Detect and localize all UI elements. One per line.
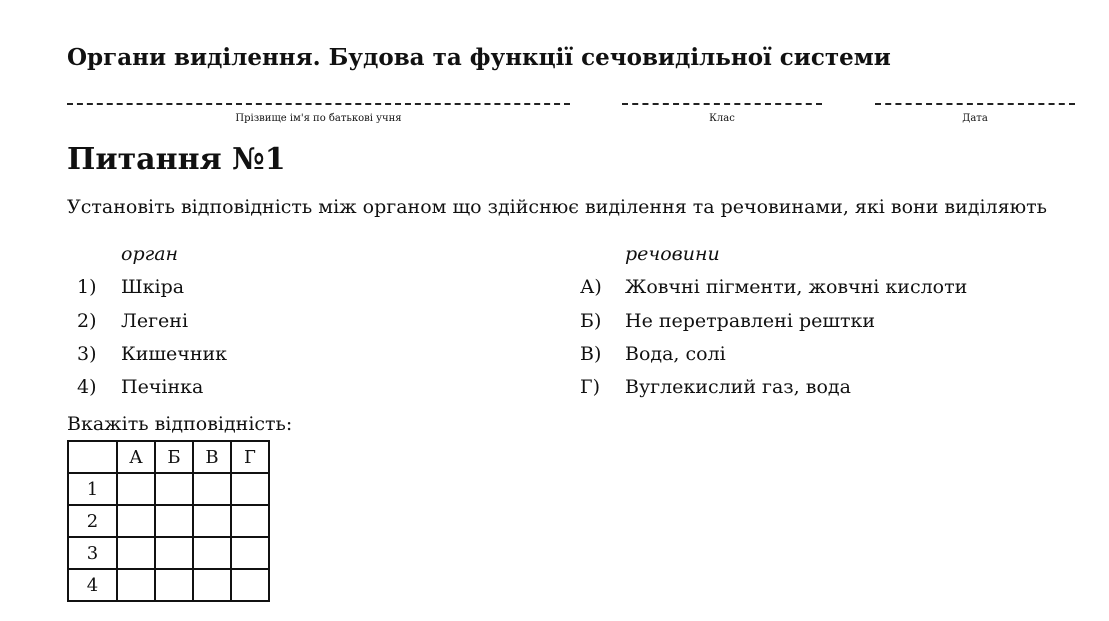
question-instruction: Установіть відповідність між органом що здійснює виділення та речовинами, які вони виділяють [67,196,1047,218]
question-label: Питання №1 [67,142,286,177]
answer-column-header: Б [155,441,193,473]
right-item-letter: Г) [580,376,600,398]
answer-column-header: Г [231,441,269,473]
answer-cell[interactable] [231,569,269,601]
answer-grid [67,440,270,602]
answer-column-header: А [117,441,155,473]
class-field[interactable] [622,103,822,105]
answer-cell[interactable] [231,473,269,505]
class-caption: Клас [709,113,735,124]
right-item-letter: В) [580,343,602,365]
right-column-header: речовини [625,243,720,265]
right-item-letter: Б) [580,310,602,332]
date-caption: Дата [962,113,988,124]
left-item-number: 3) [77,343,97,365]
answer-cell[interactable] [231,537,269,569]
student-name-caption: Прізвище ім'я по батькові учня [235,113,402,124]
right-item-letter: А) [580,276,602,298]
answer-header-row [68,441,269,473]
answer-row-header: 1 [68,473,117,505]
right-item-text: Вуглекислий газ, вода [625,376,851,398]
right-item-text: Вода, солі [625,343,726,365]
right-item-text: Жовчні пігменти, жовчні кислоти [625,276,968,298]
left-item-text: Кишечник [121,343,228,365]
left-column-header: орган [121,243,179,265]
answer-cell[interactable] [193,537,231,569]
left-item-text: Печінка [121,376,204,398]
answer-cell[interactable] [117,505,155,537]
answer-row [68,569,269,601]
student-name-field[interactable] [67,103,570,105]
left-item-text: Легені [121,310,189,332]
answer-corner-cell [68,441,117,473]
answer-cell[interactable] [193,473,231,505]
answer-cell[interactable] [117,473,155,505]
left-item-text: Шкіра [121,276,185,298]
left-item-number: 2) [77,310,97,332]
answer-cell[interactable] [155,569,193,601]
left-item-number: 1) [77,276,97,298]
answer-cell[interactable] [193,569,231,601]
answer-cell[interactable] [155,473,193,505]
answer-cell[interactable] [117,537,155,569]
left-item-number: 4) [77,376,97,398]
answer-cell[interactable] [155,537,193,569]
answer-cell[interactable] [193,505,231,537]
answer-row [68,537,269,569]
answer-cell[interactable] [155,505,193,537]
answer-cell[interactable] [231,505,269,537]
answer-row [68,505,269,537]
answer-column-header: В [193,441,231,473]
answer-row-header: 3 [68,537,117,569]
answer-row-header: 4 [68,569,117,601]
date-field[interactable] [875,103,1075,105]
answer-row [68,473,269,505]
answer-prompt: Вкажіть відповідність: [67,413,293,435]
answer-cell[interactable] [117,569,155,601]
right-item-text: Не перетравлені рештки [625,310,876,332]
answer-row-header: 2 [68,505,117,537]
worksheet-title: Органи виділення. Будова та функції сечовидільної системи [67,44,891,71]
